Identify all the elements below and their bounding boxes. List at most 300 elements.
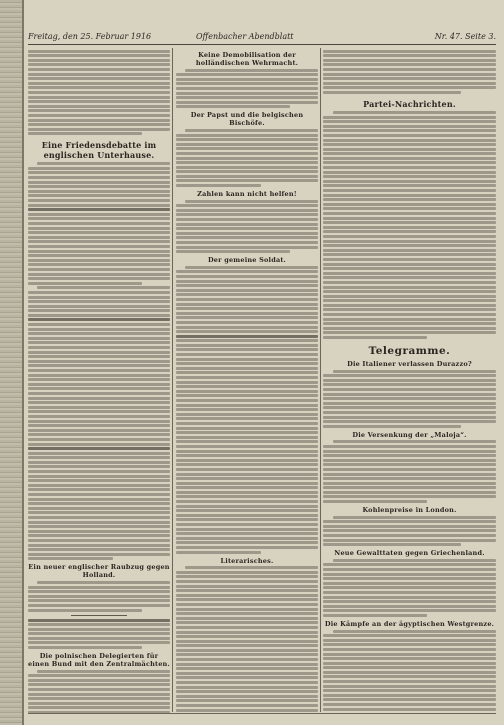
text-line <box>176 635 318 638</box>
text-line <box>176 87 318 90</box>
text-line <box>28 236 170 239</box>
text-line <box>176 626 318 629</box>
text-line <box>323 643 496 646</box>
article-headline: Ein neuer englischer Raubzug gegen Holland. <box>28 563 170 580</box>
text-line <box>176 376 318 379</box>
article-text <box>323 440 496 503</box>
text-line <box>28 341 170 344</box>
text-line <box>323 125 496 128</box>
text-line <box>28 429 170 432</box>
text-line <box>176 681 318 684</box>
text-line <box>176 686 318 689</box>
separator <box>71 615 128 616</box>
text-line <box>176 695 318 698</box>
text-line <box>28 498 170 501</box>
text-line <box>176 138 318 141</box>
text-line <box>323 77 496 80</box>
text-line <box>323 313 496 316</box>
text-line <box>323 295 496 298</box>
text-line <box>28 604 170 607</box>
text-line <box>323 59 496 62</box>
text-line <box>28 213 170 216</box>
text-line <box>28 632 170 635</box>
article-headline: Die polnischen Delegierten für einen Bund mit den Zentralmächten. <box>28 652 170 669</box>
text-line <box>176 213 318 216</box>
text-line <box>323 573 496 576</box>
text-line <box>323 226 496 229</box>
text-line <box>323 50 496 53</box>
text-line <box>323 318 496 321</box>
text-line <box>28 406 170 409</box>
article-headline: Neue Gewalttaten gegen Griechenland. <box>334 549 485 558</box>
text-line <box>28 231 170 234</box>
text-line <box>323 596 496 599</box>
text-line <box>28 282 142 285</box>
text-line <box>28 461 170 464</box>
text-line <box>323 258 496 261</box>
text-line <box>28 465 170 468</box>
text-line <box>28 488 170 491</box>
text-line <box>323 534 496 537</box>
text-line <box>323 240 496 243</box>
text-line <box>176 390 318 393</box>
text-line <box>28 674 170 677</box>
text-line <box>28 208 170 211</box>
text-line <box>176 509 318 512</box>
text-line <box>28 217 170 220</box>
text-line <box>28 623 170 626</box>
text-line <box>28 190 170 193</box>
section-headline: Telegramme. <box>368 345 451 358</box>
text-line <box>323 253 496 256</box>
text-line <box>323 148 496 151</box>
text-line <box>28 194 170 197</box>
text-line <box>176 92 318 95</box>
text-line <box>176 321 318 324</box>
text-line <box>176 546 318 549</box>
article-text <box>176 566 318 713</box>
text-line <box>323 639 496 642</box>
text-line <box>28 337 170 340</box>
text-line <box>323 235 496 238</box>
text-line <box>323 139 496 142</box>
text-line <box>323 657 496 660</box>
text-line <box>176 408 318 411</box>
text-line <box>28 447 170 450</box>
text-line <box>28 420 170 423</box>
text-line <box>28 539 170 542</box>
text-line <box>176 152 318 155</box>
text-line <box>323 194 496 197</box>
text-line <box>28 360 170 363</box>
text-line <box>176 344 318 347</box>
text-line <box>176 644 318 647</box>
text-line <box>176 672 318 675</box>
text-line <box>176 585 318 588</box>
text-line <box>28 250 170 253</box>
text-line <box>176 473 318 476</box>
text-line <box>176 463 318 466</box>
column-divider <box>172 48 173 712</box>
text-line <box>28 383 170 386</box>
text-line <box>323 308 496 311</box>
text-line <box>333 440 496 443</box>
text-line <box>176 227 318 230</box>
header-rule <box>28 44 496 45</box>
text-line <box>28 171 170 174</box>
text-line <box>176 371 318 374</box>
text-line <box>176 218 318 221</box>
text-line <box>323 420 496 423</box>
text-line <box>323 397 496 400</box>
previous-page-edge <box>0 0 22 725</box>
article-headline: Der gemeine Soldat. <box>207 256 287 265</box>
text-line <box>176 335 318 338</box>
text-line <box>176 450 318 453</box>
text-line <box>28 374 170 377</box>
text-line <box>323 161 496 164</box>
text-line <box>176 518 318 521</box>
text-line <box>323 468 496 471</box>
text-line <box>323 582 496 585</box>
text-line <box>28 452 170 455</box>
text-line <box>323 184 496 187</box>
text-line <box>323 120 496 123</box>
text-line <box>323 543 461 546</box>
text-line <box>176 649 318 652</box>
text-line <box>176 532 318 535</box>
text-line <box>323 491 496 494</box>
text-line <box>176 603 318 606</box>
text-line <box>37 670 170 673</box>
text-line <box>28 351 170 354</box>
text-line <box>28 683 170 686</box>
text-line <box>176 399 318 402</box>
text-line <box>176 454 318 457</box>
text-line <box>323 568 496 571</box>
text-line <box>28 176 170 179</box>
text-line <box>323 662 496 665</box>
page-header <box>28 30 496 44</box>
text-line <box>176 82 318 85</box>
column-right <box>323 48 496 713</box>
text-line <box>185 200 318 203</box>
text-line <box>176 631 318 634</box>
text-line <box>28 679 170 682</box>
article-text <box>176 200 318 254</box>
text-line <box>37 581 170 584</box>
text-line <box>176 537 318 540</box>
text-line <box>323 230 496 233</box>
text-line <box>176 358 318 361</box>
text-line <box>176 589 318 592</box>
text-line <box>176 105 290 108</box>
text-line <box>28 392 170 395</box>
text-line <box>176 690 318 693</box>
text-line <box>323 198 496 201</box>
text-line <box>28 415 170 418</box>
text-line <box>176 284 318 287</box>
text-line <box>323 539 496 542</box>
text-line <box>176 270 318 273</box>
text-line <box>323 63 496 66</box>
text-line <box>323 336 427 339</box>
text-line <box>176 204 318 207</box>
text-line <box>323 388 496 391</box>
text-line <box>323 82 496 85</box>
column-middle <box>176 48 318 713</box>
text-line <box>28 227 170 230</box>
text-line <box>28 387 170 390</box>
text-line <box>28 693 170 696</box>
text-line <box>323 116 496 119</box>
text-line <box>176 330 318 333</box>
text-line <box>323 500 427 503</box>
text-line <box>28 199 170 202</box>
text-line <box>176 209 318 212</box>
text-line <box>176 422 318 425</box>
text-line <box>323 73 496 76</box>
text-line <box>176 339 318 342</box>
text-line <box>28 516 170 519</box>
text-line <box>28 332 170 335</box>
text-line <box>28 291 170 294</box>
article-text <box>323 50 496 94</box>
text-line <box>176 184 261 187</box>
article-text <box>28 50 170 136</box>
text-line <box>28 63 170 66</box>
text-line <box>323 304 496 307</box>
article-text <box>176 69 318 109</box>
text-line <box>333 630 496 633</box>
text-line <box>28 443 170 446</box>
text-line <box>323 591 496 594</box>
text-line <box>28 204 170 207</box>
text-line <box>28 77 170 80</box>
text-line <box>323 134 496 137</box>
text-line <box>28 706 170 709</box>
text-line <box>176 676 318 679</box>
text-line <box>28 123 170 126</box>
text-line <box>28 254 170 257</box>
text-line <box>176 348 318 351</box>
text-line <box>176 246 318 249</box>
article-headline: Der Papst und die belgischen Bischöfe. <box>190 111 304 128</box>
text-line <box>28 50 170 53</box>
text-line <box>176 161 318 164</box>
text-line <box>28 181 170 184</box>
text-line <box>28 456 170 459</box>
text-line <box>176 275 318 278</box>
text-line <box>323 703 496 706</box>
text-line <box>333 111 496 114</box>
text-line <box>176 640 318 643</box>
article-headline: Literarisches. <box>220 556 274 565</box>
text-line <box>28 378 170 381</box>
text-line <box>176 404 318 407</box>
text-line <box>323 577 496 580</box>
text-line <box>323 299 496 302</box>
text-line <box>28 305 170 308</box>
text-line <box>176 298 318 301</box>
text-line <box>323 482 496 485</box>
text-line <box>176 571 318 574</box>
article-text <box>28 670 170 713</box>
bottom-rule <box>28 713 496 714</box>
text-line <box>176 170 318 173</box>
text-line <box>176 326 318 329</box>
text-line <box>28 91 170 94</box>
text-line <box>323 680 496 683</box>
text-line <box>176 575 318 578</box>
text-line <box>333 370 496 373</box>
text-line <box>176 580 318 583</box>
text-line <box>323 180 496 183</box>
text-line <box>176 491 318 494</box>
text-line <box>323 406 496 409</box>
text-line <box>28 68 170 71</box>
text-line <box>28 484 170 487</box>
text-line <box>176 431 318 434</box>
text-line <box>28 525 170 528</box>
text-line <box>28 114 170 117</box>
text-line <box>323 143 496 146</box>
text-line <box>176 175 318 178</box>
text-line <box>28 296 170 299</box>
text-line <box>323 393 496 396</box>
text-line <box>323 54 496 57</box>
text-line <box>185 69 318 72</box>
text-line <box>176 523 318 526</box>
text-line <box>28 54 170 57</box>
text-line <box>176 495 318 498</box>
text-line <box>37 162 170 165</box>
text-line <box>28 619 170 622</box>
text-line <box>28 470 170 473</box>
text-line <box>28 259 170 262</box>
text-line <box>323 685 496 688</box>
text-line <box>323 495 496 498</box>
header-issue: Nr. 47. Seite 3. <box>434 32 496 41</box>
text-line <box>176 667 318 670</box>
text-line <box>28 530 170 533</box>
text-line <box>323 322 496 325</box>
text-line <box>323 207 496 210</box>
text-line <box>176 157 318 160</box>
text-line <box>323 525 496 528</box>
text-line <box>323 175 496 178</box>
article-headline: Die Kämpfe an der ägyptischen Westgrenze. <box>324 619 495 628</box>
text-line <box>323 217 496 220</box>
text-line <box>323 171 496 174</box>
text-line <box>323 267 496 270</box>
article-headline: Partei-Nachrichten. <box>363 98 456 109</box>
text-line <box>176 413 318 416</box>
text-line <box>323 91 461 94</box>
text-line <box>176 232 318 235</box>
text-line <box>28 507 170 510</box>
text-line <box>28 167 170 170</box>
text-line <box>176 477 318 480</box>
text-line <box>176 514 318 517</box>
text-line <box>28 475 170 478</box>
text-line <box>28 59 170 62</box>
text-line <box>28 132 142 135</box>
text-line <box>176 316 318 319</box>
text-line <box>323 286 496 289</box>
text-line <box>28 534 170 537</box>
article-text <box>28 162 170 560</box>
text-line <box>176 394 318 397</box>
text-line <box>28 641 170 644</box>
text-line <box>176 709 318 712</box>
text-line <box>28 222 170 225</box>
text-line <box>176 486 318 489</box>
text-line <box>28 369 170 372</box>
text-line <box>28 548 170 551</box>
text-line <box>323 463 496 466</box>
text-line <box>28 502 170 505</box>
text-line <box>28 637 170 640</box>
text-line <box>176 612 318 615</box>
article-headline: Die Versenkung der „Maloja“. <box>352 430 467 439</box>
text-line <box>185 129 318 132</box>
text-line <box>176 101 318 104</box>
text-line <box>323 586 496 589</box>
text-line <box>176 594 318 597</box>
text-line <box>323 374 496 377</box>
text-line <box>176 78 318 81</box>
text-line <box>28 263 170 266</box>
text-line <box>176 280 318 283</box>
text-line <box>176 658 318 661</box>
text-line <box>28 438 170 441</box>
text-line <box>323 708 496 711</box>
text-line <box>176 179 318 182</box>
text-line <box>185 566 318 569</box>
text-line <box>176 250 290 253</box>
text-line <box>28 318 170 321</box>
text-line <box>28 100 170 103</box>
text-line <box>323 653 496 656</box>
text-line <box>323 563 496 566</box>
text-line <box>323 272 496 275</box>
text-line <box>28 511 170 514</box>
text-line <box>323 157 496 160</box>
article-text <box>176 129 318 187</box>
page-fold <box>22 0 24 725</box>
text-line <box>323 473 496 476</box>
text-line <box>28 521 170 524</box>
text-line <box>176 367 318 370</box>
text-line <box>28 346 170 349</box>
text-line <box>28 240 170 243</box>
text-line <box>323 648 496 651</box>
text-line <box>28 410 170 413</box>
text-line <box>323 454 496 457</box>
text-line <box>323 129 496 132</box>
text-line <box>323 281 496 284</box>
text-line <box>28 702 170 705</box>
text-line <box>28 245 170 248</box>
article-text <box>176 266 318 554</box>
text-line <box>176 223 318 226</box>
text-line <box>28 105 170 108</box>
text-line <box>28 300 170 303</box>
text-line <box>185 266 318 269</box>
text-line <box>323 249 496 252</box>
text-line <box>323 212 496 215</box>
